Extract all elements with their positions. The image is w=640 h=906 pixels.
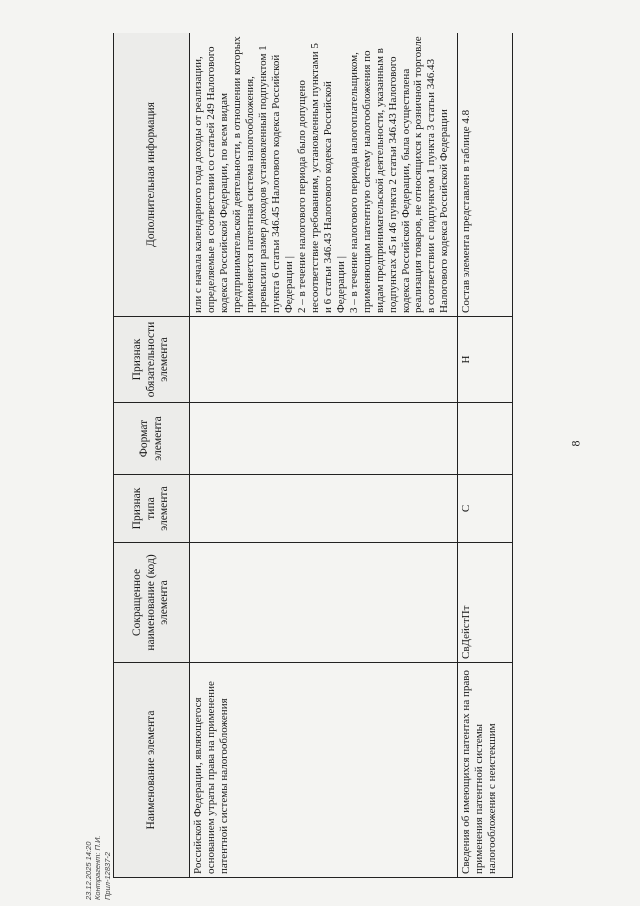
cell-required: [190, 317, 458, 403]
header-info: Дополнительная информация: [114, 33, 190, 317]
cell-format: [458, 403, 513, 475]
cell-name: Сведения об имеющихся патентах на право применения патентной системы налогообложения с неистекшим: [458, 663, 513, 878]
header-format: Формат элемента: [114, 403, 190, 475]
header-required: Признак обязательности элемента: [114, 317, 190, 403]
footer-stamp: [84, 810, 144, 900]
cell-format: [190, 403, 458, 475]
footer-source: Контрагент: П.И. Прил-12837-2: [93, 835, 112, 900]
header-type: Признак типа элемента: [114, 475, 190, 543]
page-number: 8: [568, 440, 583, 447]
cell-info: Состав элемента представлен в таблице 4.8: [458, 33, 513, 317]
cell-code: СвДейстПт: [458, 543, 513, 663]
cell-required: Н: [458, 317, 513, 403]
header-code: Сокращенное наименование (код) элемента: [114, 543, 190, 663]
cell-name: Российской Федерации, являющегося основанием утраты права на применение патентной системы налогообложения: [190, 663, 458, 878]
elements-table: [113, 33, 513, 878]
table-row: [190, 33, 458, 878]
cell-code: [190, 543, 458, 663]
table-container: [113, 33, 513, 878]
cell-type: С: [458, 475, 513, 543]
header-name: Наименование элемента: [114, 663, 190, 878]
footer-date: 23.12.2025 14:20: [84, 841, 93, 900]
cell-info: или с начала календарного года доходы от реализации, определяемые в соответствии со статьей 249 Налогового кодекса Российской Федерации, по всем видам предпринимательской деятельности, в отношении которых применяется патентная система налогообложения, превысили размер доходов установленный подпунктом 1 пункта 6 статьи 346.45 Налогового кодекса Российской Федерации | 2 – в течение налогового периода было допущено несоответствие требованиям, установленным пунктами 5 и 6 статьи 346.43 Налогового кодекса Российской Федерации | 3 – в течение налогового периода налогоплательщиком, применяющим патентную систему налогообложения по видам предпринимательской деятельности, указанным в подпунктах 45 и 46 пункта 2 статьи 346.43 Налогового кодекса Российской Федерации, была осуществлена реализация товаров, не относящихся к розничной торговле в соответствии с подпунктом 1 пункта 3 статьи 346.43 Налогового кодекса Российской Федерации: [190, 33, 458, 317]
cell-type: [190, 475, 458, 543]
table-row: [458, 33, 513, 878]
table-header-row: [114, 33, 190, 878]
